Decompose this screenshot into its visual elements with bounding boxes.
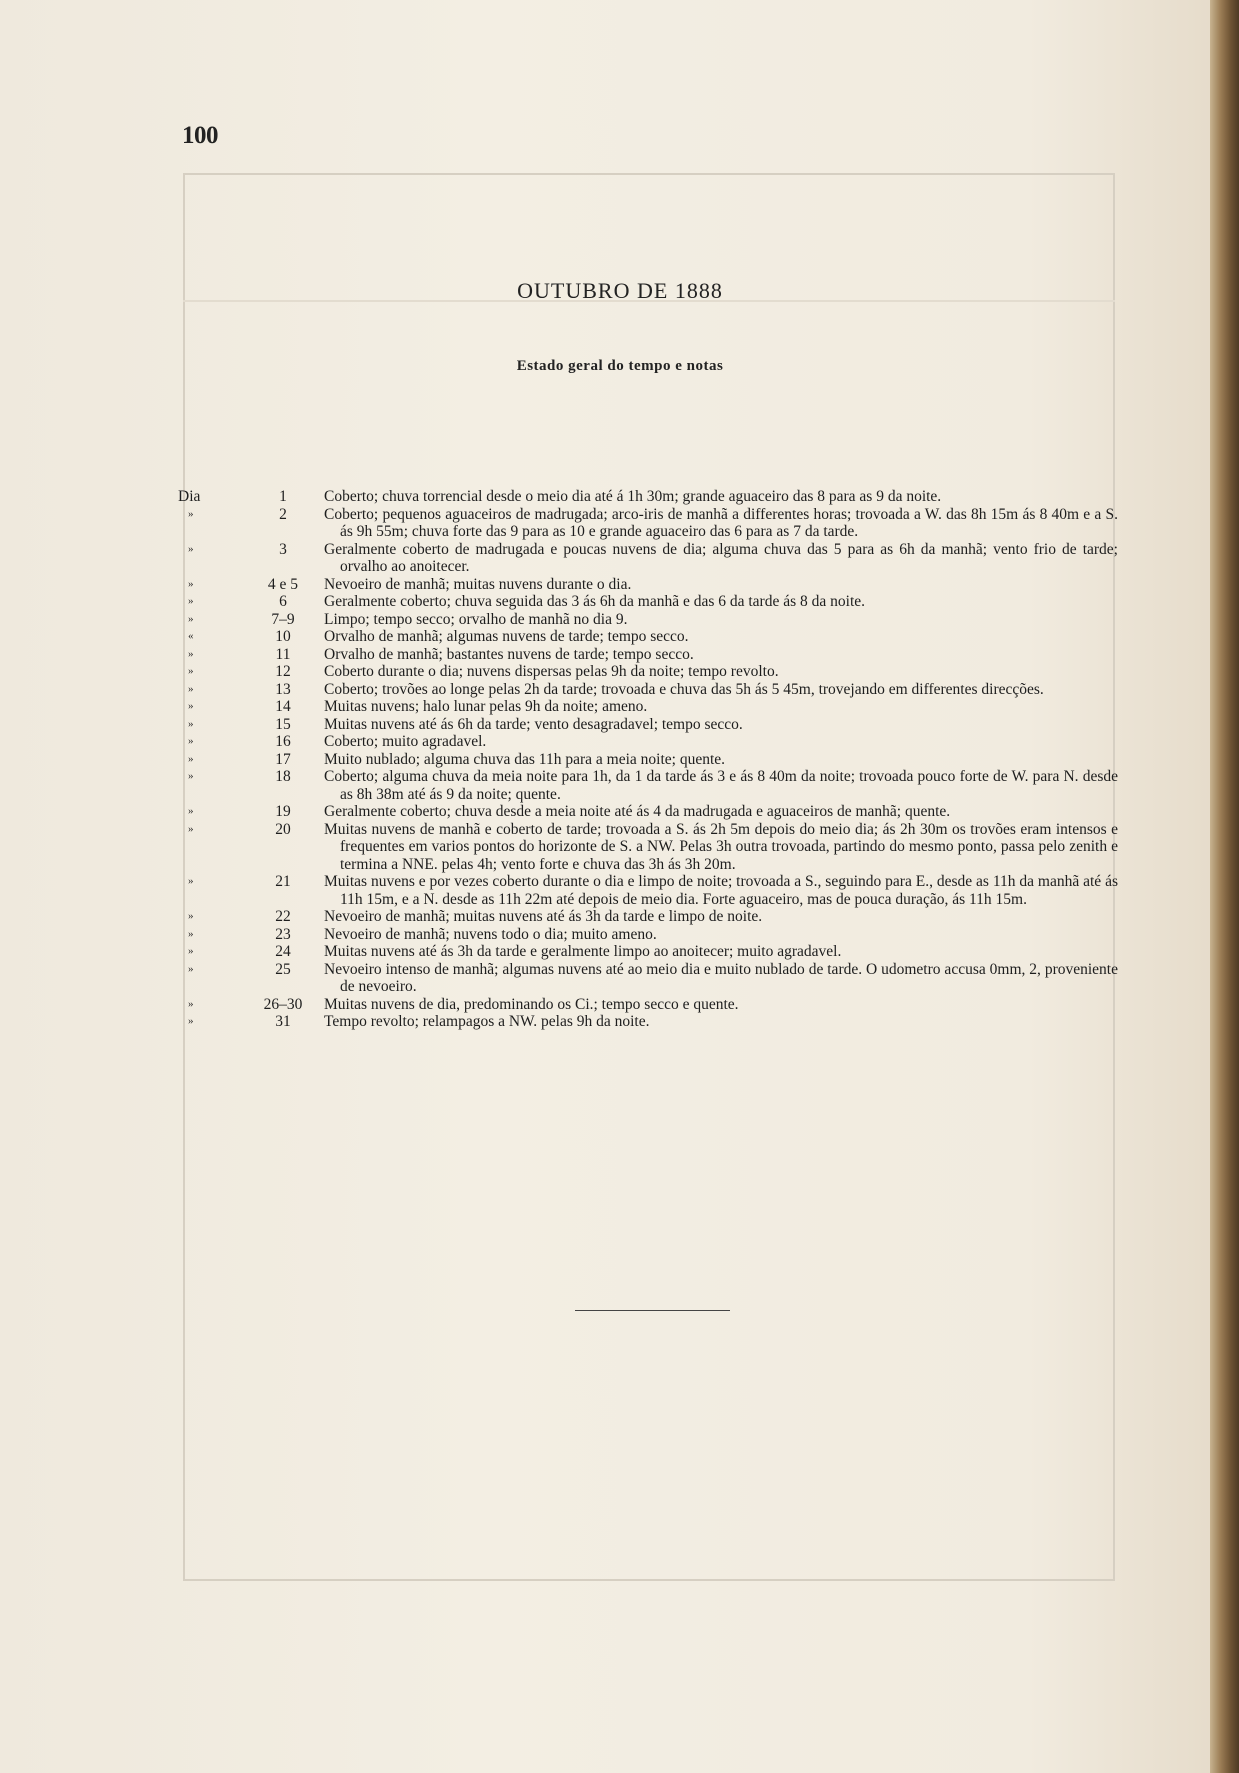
page-title: OUTUBRO DE 1888: [517, 278, 723, 303]
day-number: 3: [279, 540, 287, 558]
day-number: 22: [275, 908, 291, 925]
day-number: 15: [275, 715, 291, 733]
ditto-mark: »: [188, 752, 194, 765]
day-note: Orvalho de manhã; bastantes nuvens de tarde; tempo secco.: [324, 645, 694, 663]
note-entry: [178, 1013, 1118, 1031]
day-note: Muitas nuvens e por vezes coberto durante o dia e limpo de noite; trovoada a S., seguindo para E., desde as 11h da manhã até ás 11h 15m, e a N. desde as 11h 22m até depois de meio dia. Forte aguaceiro, mas de pouca duração, ás 11h 15m.: [324, 873, 1118, 908]
day-note: Muitas nuvens até ás 3h da tarde e geralmente limpo ao anoitecer; muito agradavel.: [324, 943, 842, 960]
note-entry: [178, 506, 1118, 541]
note-entry: [178, 926, 1118, 944]
note-entry: [178, 751, 1118, 769]
day-note: Geralmente coberto de madrugada e poucas nuvens de dia; alguma chuva das 5 para as 6h da manhã; vento frio de tarde; orvalho ao anoitecer.: [324, 540, 1118, 575]
day-number: 10: [275, 628, 291, 645]
day-number: 23: [275, 925, 291, 943]
note-entry: [178, 803, 1118, 821]
note-entry: [178, 593, 1118, 611]
day-note: Orvalho de manhã; algumas nuvens de tarde; tempo secco.: [324, 628, 689, 645]
ditto-mark: »: [188, 770, 194, 782]
day-number: 14: [275, 698, 291, 715]
day-note: Geralmente coberto; chuva seguida das 3 ás 6h da manhã e das 6 da tarde ás 8 da noite.: [324, 593, 866, 610]
note-entry: [178, 646, 1118, 664]
day-number: 13: [275, 680, 291, 698]
day-number: 17: [275, 750, 291, 768]
ditto-mark: »: [188, 665, 194, 677]
note-entry: [178, 821, 1118, 874]
ditto-mark: »: [188, 507, 194, 520]
day-note: Nevoeiro de manhã; muitas nuvens até ás 3h da tarde e limpo de noite.: [324, 908, 763, 925]
ditto-mark: »: [188, 962, 194, 975]
note-entry: [178, 961, 1118, 996]
note-entry: [178, 943, 1118, 961]
day-number: 24: [275, 943, 291, 960]
day-number: 11: [275, 645, 291, 663]
day-note: Coberto durante o dia; nuvens dispersas pelas 9h da noite; tempo revolto.: [324, 663, 779, 680]
ditto-mark: »: [188, 822, 194, 835]
day-number: 31: [275, 1013, 291, 1030]
section-subtitle: Estado geral do tempo e notas: [516, 358, 724, 374]
day-note: Muitas nuvens até ás 6h da tarde; vento desagradavel; tempo secco.: [324, 715, 743, 733]
day-number: 1: [279, 488, 287, 505]
note-entry: [178, 716, 1118, 734]
ditto-mark: »: [188, 735, 194, 747]
ditto-mark: »: [188, 910, 194, 922]
day-note: Coberto; pequenos aguaceiros de madrugada; arco-iris de manhã a differentes horas; trovoada a W. das 8h 15m ás 8 40m e a S. ás 9h 55m; chuva forte das 9 para as 10 e grande aguaceiro das 6 para as 7 da tarde.: [324, 505, 1118, 540]
closing-rule: [575, 1310, 730, 1311]
day-number: 7–9: [271, 610, 295, 628]
ditto-mark: »: [188, 595, 194, 607]
ditto-mark: »: [188, 682, 194, 695]
day-note: Coberto; trovões ao longe pelas 2h da tarde; trovoada e chuva das 5h ás 5 45m, trovejando em differentes direcções.: [324, 680, 1044, 698]
page-number: 100: [182, 122, 218, 149]
ditto-mark: »: [188, 612, 194, 625]
day-number: 12: [275, 663, 291, 680]
ditto-mark: »: [188, 927, 194, 940]
note-entry: [178, 908, 1118, 926]
ditto-mark: »: [188, 717, 194, 730]
note-entry: [178, 681, 1118, 699]
day-number: 25: [275, 960, 291, 978]
note-entry: [178, 733, 1118, 751]
day-number: 20: [275, 820, 291, 838]
day-note: Nevoeiro de manhã; nuvens todo o dia; muito ameno.: [324, 925, 657, 943]
note-entry: [178, 541, 1118, 576]
day-note: Muitas nuvens; halo lunar pelas 9h da noite; ameno.: [324, 698, 648, 715]
note-entry: [178, 628, 1118, 646]
day-note: Coberto; alguma chuva da meia noite para 1h, da 1 da tarde ás 3 e ás 8 40m da noite; trovoada pouco forte de W. para N. desde as 8h 38m até ás 9 da noite; quente.: [324, 768, 1118, 803]
ditto-mark: »: [188, 945, 194, 957]
ditto-mark: «: [188, 630, 194, 642]
day-note: Muito nublado; alguma chuva das 11h para a meia noite; quente.: [324, 750, 726, 768]
day-number: 21: [275, 873, 291, 890]
note-entry: [178, 663, 1118, 681]
day-number: 6: [279, 593, 287, 610]
ditto-mark: »: [188, 647, 194, 660]
day-number: 26–30: [263, 995, 303, 1013]
day-number: 18: [275, 768, 291, 785]
note-entry: [178, 768, 1118, 803]
day-note: Nevoeiro intenso de manhã; algumas nuvens até ao meio dia e muito nublado de tarde. O udometro accusa 0mm, 2, proveniente de nevoeiro.: [324, 960, 1118, 995]
day-note: Geralmente coberto; chuva desde a meia noite até ás 4 da madrugada e aguaceiros de manhã; quente.: [324, 803, 951, 820]
day-number: 2: [279, 505, 287, 523]
note-entry: [178, 611, 1118, 629]
ditto-mark: »: [188, 997, 194, 1010]
day-note: Muitas nuvens de dia, predominando os Ci.; tempo secco e quente.: [324, 995, 739, 1013]
day-number: 19: [275, 803, 291, 820]
note-entry: [178, 873, 1118, 908]
note-entry: [178, 698, 1118, 716]
ditto-mark: »: [188, 1015, 194, 1027]
ditto-mark: »: [188, 577, 194, 590]
ditto-mark: »: [188, 542, 194, 555]
ditto-mark: »: [188, 875, 194, 887]
note-entry: [178, 576, 1118, 594]
note-entry: [178, 488, 1118, 506]
day-note: Limpo; tempo secco; orvalho de manhã no dia 9.: [324, 610, 628, 628]
note-entry: [178, 996, 1118, 1014]
weather-notes-list: [178, 488, 1118, 1031]
ditto-mark: »: [188, 805, 194, 817]
day-number: 16: [275, 733, 291, 750]
day-note: Coberto; muito agradavel.: [324, 733, 487, 750]
day-note: Tempo revolto; relampagos a NW. pelas 9h da noite.: [324, 1013, 650, 1030]
day-note: Nevoeiro de manhã; muitas nuvens durante o dia.: [324, 575, 632, 593]
ditto-mark: Dia: [178, 488, 201, 505]
book-spine: [1210, 0, 1239, 1773]
day-note: Coberto; chuva torrencial desde o meio dia até á 1h 30m; grande aguaceiro das 8 para as 9 da noite.: [324, 488, 942, 505]
ditto-mark: »: [188, 700, 194, 712]
day-note: Muitas nuvens de manhã e coberto de tarde; trovoada a S. ás 2h 5m depois do meio dia; ás 2h 30m os trovões eram intensos e frequentes em varios pontos do horizonte de S. a NW. Pelas 3h outra trovoada, partindo do mesmo ponto, passa pelo zenith e termina a NNE. pelas 4h; vento forte e chuva das 3h ás 3h 20m.: [324, 820, 1118, 873]
day-number: 4 e 5: [267, 575, 299, 593]
